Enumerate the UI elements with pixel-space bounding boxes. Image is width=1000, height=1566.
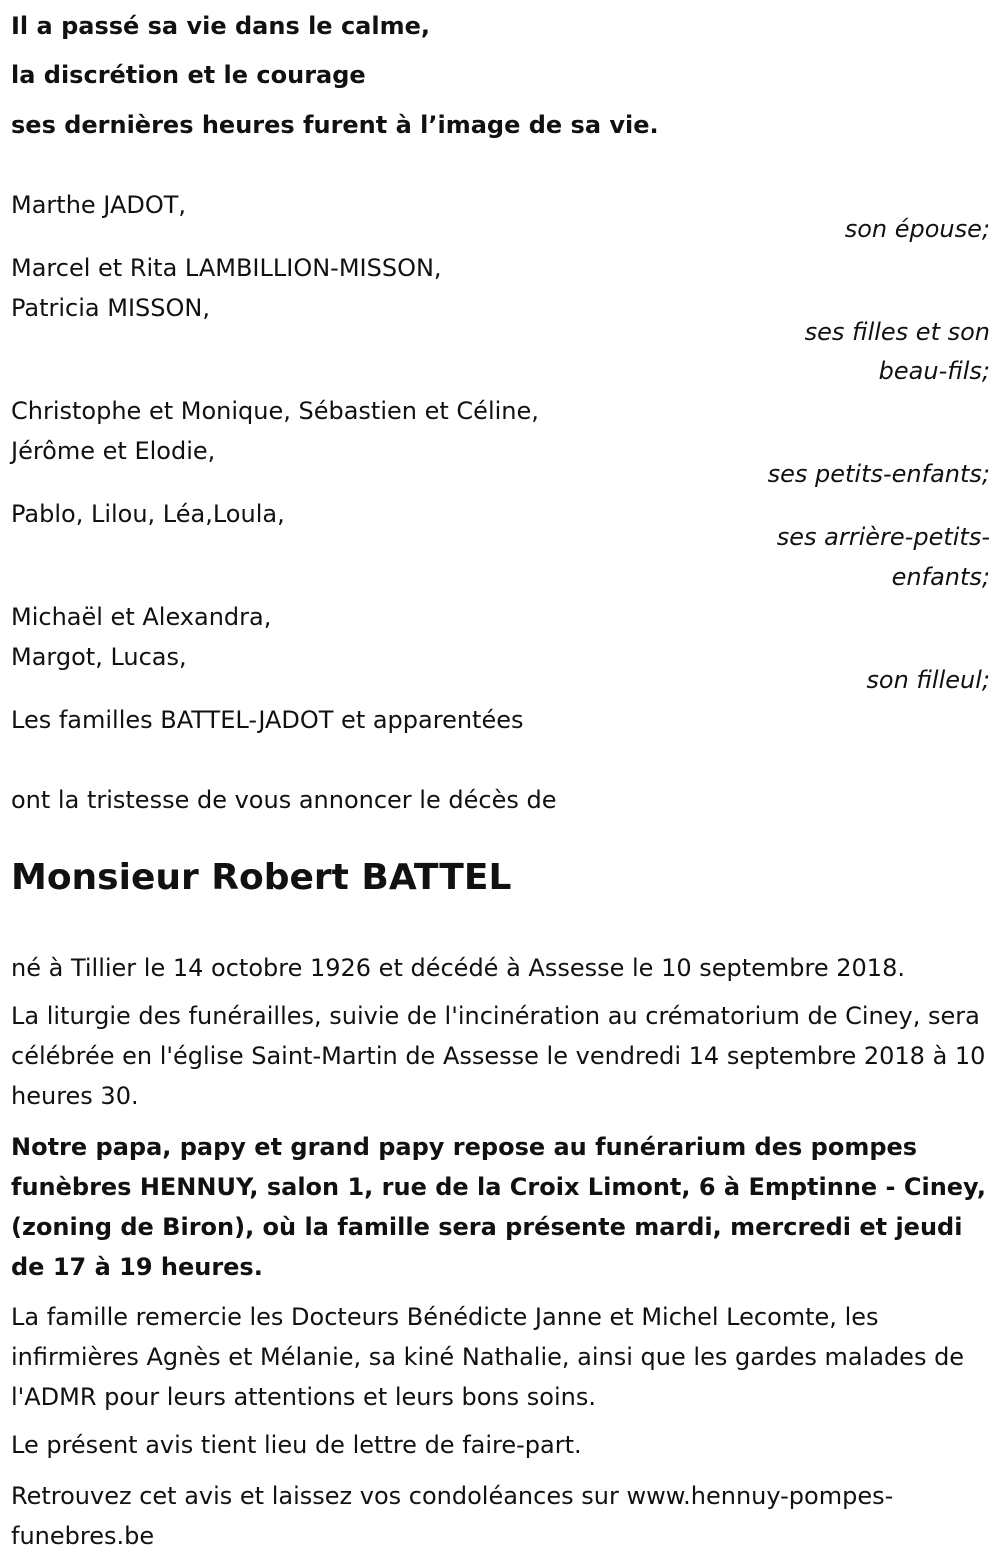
condolences-paragraph: Retrouvez cet avis et laissez vos condoléances sur www.hennuy-pompes-funebres.be [11, 1482, 894, 1550]
deceased-name: Monsieur Robert BATTEL [11, 857, 512, 898]
family-great-grandchildren-name: Pablo, Lilou, Léa,Loula, [11, 500, 285, 528]
birth-death: né à Tillier le 14 octobre 1926 et décédé à Assesse le 10 septembre 2018. [11, 954, 905, 982]
thanks-paragraph: La famille remercie les Docteurs Bénédicte Janne et Michel Lecomte, les infirmières Agnès et Mélanie, sa kiné Nathalie, ainsi que les gardes malades de l'ADMR pour leurs attentions et leurs bons soins. [11, 1303, 965, 1411]
family-daughters-name-1: Marcel et Rita LAMBILLION-MISSON, [11, 254, 442, 282]
family-godchild-name-2: Margot, Lucas, [11, 643, 187, 671]
family-relatives: Les familles BATTEL-JADOT et apparentées [11, 706, 524, 734]
announcement: ont la tristesse de vous annoncer le décès de [11, 786, 557, 814]
family-daughters-name-2: Patricia MISSON, [11, 294, 210, 322]
family-grandchildren-name-1: Christophe et Monique, Sébastien et Céline, [11, 397, 539, 425]
liturgy-paragraph: La liturgie des funérailles, suivie de l'incinération au crématorium de Ciney, sera célébrée en l'église Saint-Martin de Assesse le vendredi 14 septembre 2018 à 10 heures 30. [11, 1002, 986, 1110]
family-great-grandchildren-role-2: enfants; [891, 563, 990, 591]
family-daughters-role-2: beau-fils; [878, 357, 990, 385]
family-spouse-name: Marthe JADOT, [11, 191, 187, 219]
family-great-grandchildren-role-1: ses arrière-petits- [776, 523, 990, 551]
family-grandchildren-name-2: Jérôme et Elodie, [11, 437, 216, 465]
family-godchild-name-1: Michaël et Alexandra, [11, 603, 272, 631]
family-daughters-role-1: ses filles et son [804, 318, 990, 346]
epitaph-line-2: la discrétion et le courage [11, 61, 366, 89]
family-godchild-role: son filleul; [866, 666, 990, 694]
family-grandchildren-role: ses petits-enfants; [767, 460, 990, 488]
epitaph-line-1: Il a passé sa vie dans le calme, [11, 12, 430, 40]
visitation-paragraph: Notre papa, papy et grand papy repose au funérarium des pompes funèbres HENNUY, salon 1, rue de la Croix Limont, 6 à Emptinne - Ciney, (zoning de Biron), où la famille sera présente mardi, mercredi et jeudi de 17 à 19 heures. [11, 1133, 986, 1281]
epitaph-line-3: ses dernières heures furent à l’image de sa vie. [11, 111, 659, 139]
family-spouse-role: son épouse; [844, 215, 990, 243]
notice-paragraph: Le présent avis tient lieu de lettre de faire-part. [11, 1431, 582, 1459]
